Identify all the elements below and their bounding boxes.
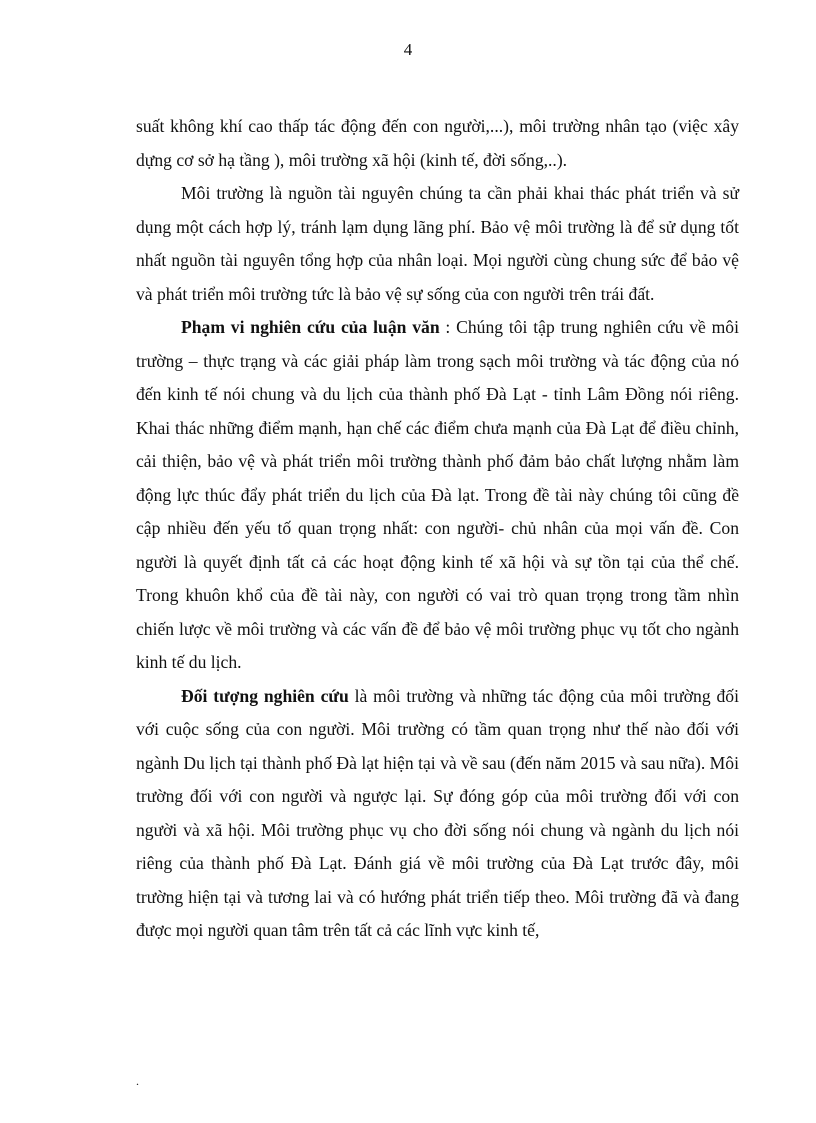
paragraph-research-scope xyxy=(136,311,739,680)
paragraph-text: : Chúng tôi tập trung nghiên cứu về môi trường – thực trạng và các giải pháp làm trong sạch môi trường và tác động của nó đến kinh tế nói chung và du lịch của thành phố Đà Lạt - tỉnh Lâm Đồng nói riêng. Khai thác những điểm mạnh, hạn chế các điểm chưa mạnh của Đà Lạt để điều chỉnh, cải thiện, bảo vệ và phát triển môi trường thành phố đảm bảo chất lượng nhằm làm động lực thúc đẩy phát triển du lịch của Đà lạt. Trong đề tài này chúng tôi cũng đề cập nhiều đến yếu tố quan trọng nhất: con người- chủ nhân của mọi vấn đề. Con người là quyết định tất cả các hoạt động kinh tế xã hội và sự tồn tại của thể chế. Trong khuôn khổ của đề tài này, con người có vai trò quan trọng trong tầm nhìn chiến lược về môi trường và các vấn đề để bảo vệ môi trường phục vụ tốt cho ngành kinh tế du lịch. xyxy=(136,317,739,672)
paragraph-text: Môi trường là nguồn tài nguyên chúng ta cần phải khai thác phát triển và sử dụng một cách hợp lý, tránh lạm dụng lãng phí. Bảo vệ môi trường là để sử dụng tốt nhất nguồn tài nguyên tổng hợp của nhân loại. Mọi người cùng chung sức để bảo vệ và phát triển môi trường tức là bảo vệ sự sống của con người trên trái đất. xyxy=(136,183,739,304)
page-number: 4 xyxy=(403,40,413,59)
paragraph-text: suất không khí cao thấp tác động đến con người,...), môi trường nhân tạo (việc xây dựng cơ sở hạ tầng ), môi trường xã hội (kinh tế, đời sống,..). xyxy=(136,116,739,170)
paragraph-text: là môi trường và những tác động của môi trường đối với cuộc sống của con người. Môi trường có tầm quan trọng như thế nào đối với ngành Du lịch tại thành phố Đà lạt hiện tại và về sau (đến năm 2015 và sau nữa). Môi trường đối với con người và ngược lại. Sự đóng góp của môi trường đối với con người và xã hội. Môi trường phục vụ cho đời sống nói chung và ngành du lịch nói riêng của thành phố Đà Lạt. Đánh giá về môi trường của Đà Lạt trước đây, môi trường hiện tại và tương lai và có hướng phát triển tiếp theo. Môi trường đã và đang được mọi người quan tâm trên tất cả các lĩnh vực kinh tế, xyxy=(136,685,739,940)
paragraph-continuation xyxy=(136,110,739,177)
body-text xyxy=(136,110,739,948)
paragraph-research-subject xyxy=(136,680,739,948)
footer-mark: . xyxy=(136,1074,139,1088)
paragraph-lead-heading: Đối tượng nghiên cứu xyxy=(181,685,349,706)
paragraph-lead-heading: Phạm vi nghiên cứu của luận văn xyxy=(181,317,440,337)
paragraph-environment-resources xyxy=(136,177,739,311)
